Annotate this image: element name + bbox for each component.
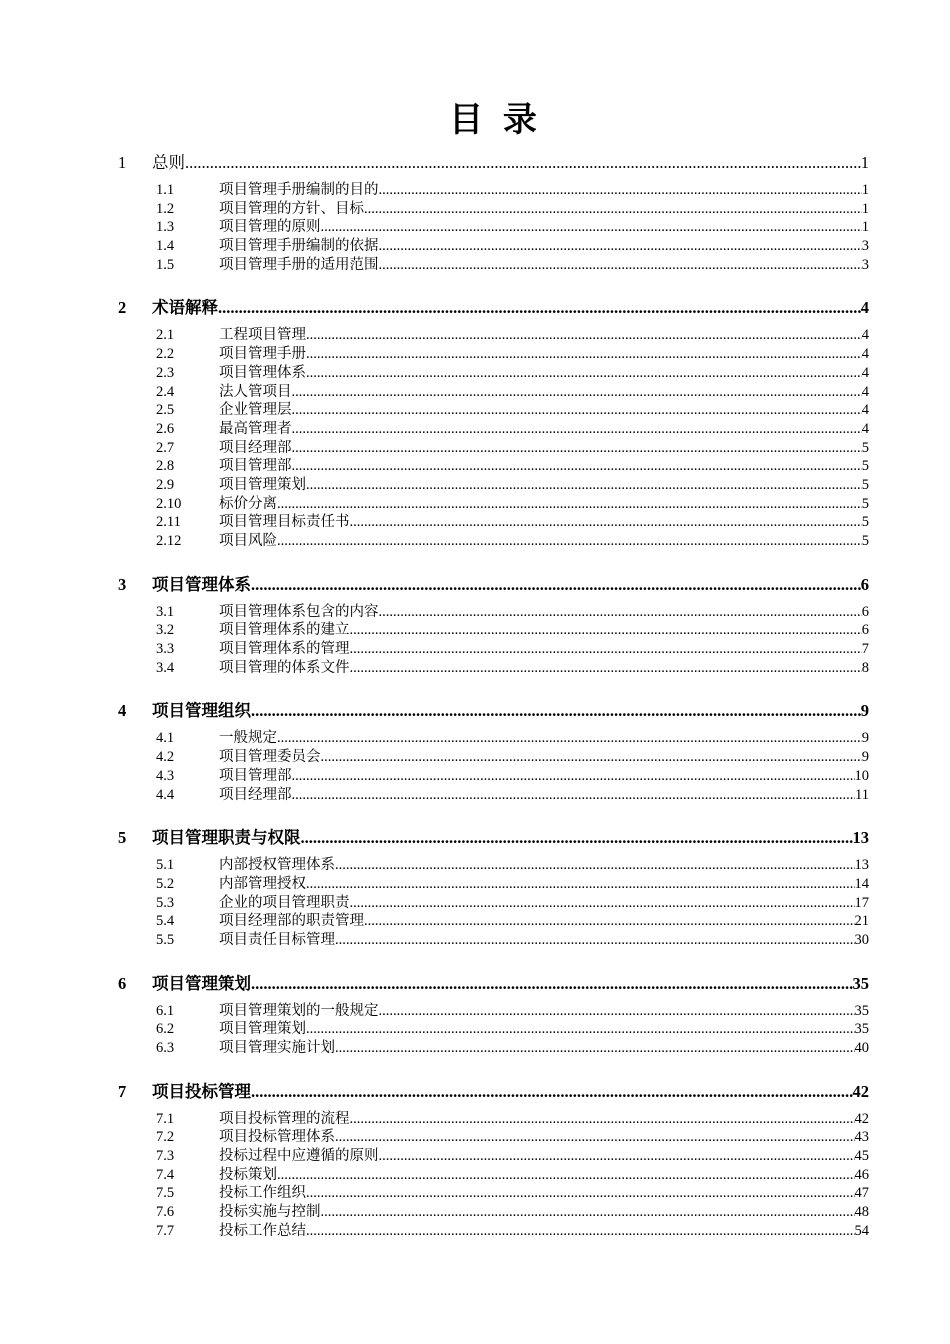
toc-entry-number: 2.5: [156, 402, 175, 419]
toc-entry-number: 7.4: [156, 1166, 175, 1183]
toc-entry[interactable]: [0, 513, 950, 532]
toc-entry[interactable]: [0, 326, 950, 345]
toc-entry-title-line: [219, 1184, 869, 1203]
toc-page-number: 5: [861, 476, 869, 493]
toc-leader-dots: [292, 401, 862, 420]
toc-page-number: 46: [854, 1166, 869, 1183]
toc-entry-title-line: [219, 1203, 869, 1222]
toc-entry-number: 2.12: [156, 533, 182, 549]
toc-entry-number: 6.2: [156, 1021, 175, 1038]
toc-entry-title: 项目管理手册的适用范围: [219, 256, 379, 273]
toc-entry-title-line: [219, 767, 869, 786]
toc-entry-title: 项目经理部: [219, 786, 292, 803]
toc-entry-title: 项目管理部: [219, 767, 292, 784]
toc-page-number: 7: [861, 641, 869, 658]
toc-leader-dots: [335, 1128, 855, 1147]
toc-leader-dots: [306, 326, 862, 345]
toc-entry-number: 2.10: [156, 495, 182, 512]
toc-chapter[interactable]: [0, 296, 950, 320]
toc-entry-title: 标价分离: [219, 495, 277, 512]
toc-entry-title: 投标工作组织: [219, 1185, 306, 1202]
toc-entry-number: 7.6: [156, 1204, 175, 1221]
toc-entry-title: 项目管理体系: [219, 364, 306, 381]
toc-entry-title: 法人管项目: [219, 383, 292, 400]
toc-entry-number: 2.3: [156, 364, 175, 381]
toc-leader-dots: [306, 345, 862, 364]
toc-page-number: 5: [861, 514, 869, 531]
toc-entry[interactable]: [0, 200, 950, 219]
toc-page-number: 21: [854, 913, 869, 930]
toc-entry-number: 7.3: [156, 1148, 175, 1165]
toc-entry-number: 3.2: [156, 622, 175, 639]
toc-entry-title: 一般规定: [219, 730, 277, 747]
toc-leader-dots: [251, 1080, 853, 1104]
toc-entry-title-line: [219, 621, 869, 640]
toc-entry-number: 1.4: [156, 238, 175, 255]
toc-page-number: 6: [861, 603, 869, 620]
toc-leader-dots: [379, 181, 862, 200]
toc-chapter-title-line: [152, 826, 869, 850]
toc-entry[interactable]: [0, 659, 950, 678]
toc-entry-title: 投标策划: [219, 1166, 277, 1183]
toc-page-number: 13: [854, 857, 869, 874]
toc-entry-title-line: [219, 1110, 869, 1129]
toc-page-number: 47: [854, 1185, 869, 1202]
toc-entry-title-line: [219, 1128, 869, 1147]
toc-entry[interactable]: [0, 856, 950, 875]
toc-entry-number: 5.1: [156, 857, 175, 874]
toc-page-number: 42: [852, 1081, 869, 1101]
toc-leader-dots: [251, 972, 853, 996]
toc-entry-title-line: [219, 931, 869, 950]
toc-entry-title: 项目管理手册: [219, 346, 306, 363]
toc-entry-title-line: [219, 786, 869, 805]
toc-entry[interactable]: [0, 1184, 950, 1203]
toc-entry-number: 2.1: [156, 327, 175, 344]
toc-entry[interactable]: [0, 1002, 950, 1021]
toc-entry-title: 项目管理体系的管理: [219, 641, 350, 658]
toc-entry-title: 项目管理策划: [219, 1021, 306, 1038]
toc-leader-dots: [350, 640, 862, 659]
toc-chapter-title-line: [152, 573, 869, 597]
toc-entry-title-line: [219, 856, 869, 875]
toc-leader-dots: [292, 383, 862, 402]
toc-chapter-title: 术语解释: [152, 298, 218, 318]
toc-leader-dots: [277, 532, 862, 551]
toc-leader-dots: [306, 1184, 855, 1203]
toc-entry-number: 2.11: [156, 514, 181, 531]
toc-entry-title-line: [219, 513, 869, 532]
toc-leader-dots: [218, 296, 861, 320]
toc-entry-title-line: [219, 640, 869, 659]
toc-entry-title: 项目管理手册编制的依据: [219, 238, 379, 255]
toc-entry-title: 项目投标管理体系: [219, 1129, 335, 1146]
toc-entry-title-line: [219, 256, 869, 275]
toc-entry[interactable]: [0, 894, 950, 913]
toc-entry-number: 2.6: [156, 420, 175, 437]
toc-page-number: 4: [861, 420, 869, 437]
toc-entry[interactable]: [0, 401, 950, 420]
toc-entry[interactable]: [0, 476, 950, 495]
toc-entry-title: 项目管理手册编制的目的: [219, 182, 379, 198]
toc-chapter-title: 总则: [152, 153, 185, 172]
toc-chapter[interactable]: [0, 699, 950, 723]
toc-chapter-number: 1: [118, 153, 127, 172]
toc-entry-title-line: [219, 383, 869, 402]
toc-leader-dots: [350, 513, 862, 532]
toc-page-number: 48: [854, 1204, 869, 1221]
toc-entry-number: 5.4: [156, 913, 175, 930]
toc-leader-dots: [306, 875, 855, 894]
toc-entry-title: 内部管理授权: [219, 875, 306, 892]
toc-entry-title-line: [219, 495, 869, 514]
toc-entry-title-line: [219, 181, 869, 200]
toc-entry-title-line: [219, 1002, 869, 1021]
toc-entry[interactable]: [0, 495, 950, 514]
toc-entry-title: 内部授权管理体系: [219, 857, 335, 874]
toc-page-number: 5: [861, 439, 869, 456]
toc-chapter-title-line: [152, 972, 869, 996]
toc-page-number: 9: [861, 730, 869, 747]
toc-leader-dots: [292, 457, 862, 476]
toc-entry-title-line: [219, 748, 869, 767]
toc-leader-dots: [292, 420, 862, 439]
toc-leader-dots: [350, 621, 862, 640]
toc-chapter-number: 3: [118, 574, 127, 594]
toc-entry-number: 4.1: [156, 730, 175, 747]
toc-entry-title-line: [219, 420, 869, 439]
toc-page-number: 1: [861, 200, 869, 217]
toc-entry-title: 项目管理目标责任书: [219, 514, 350, 531]
toc-leader-dots: [379, 256, 862, 275]
toc-entry-number: 2.9: [156, 476, 175, 493]
toc-entry-title: 项目管理策划的一般规定: [219, 1002, 379, 1019]
toc-entry-title-line: [219, 439, 869, 458]
toc-entry-title-line: [219, 200, 869, 219]
toc-entry[interactable]: [0, 1110, 950, 1129]
toc-chapter-title: 项目投标管理: [152, 1081, 251, 1101]
toc-entry[interactable]: [0, 931, 950, 950]
toc-entry-number: 7.5: [156, 1185, 175, 1202]
toc-entry[interactable]: [0, 532, 950, 551]
toc-page-number: 1: [861, 182, 869, 198]
toc-entry-number: 1.5: [156, 256, 175, 273]
toc-entry-title: 项目管理的方针、目标: [219, 200, 364, 217]
toc-entry-number: 7.1: [156, 1110, 175, 1127]
toc-leader-dots: [251, 573, 861, 597]
toc-leader-dots: [277, 495, 862, 514]
toc-entry-title-line: [219, 345, 869, 364]
toc-entry-title: 项目管理委员会: [219, 749, 321, 766]
toc-page-number: 3: [861, 238, 869, 255]
toc-chapter[interactable]: [0, 972, 950, 996]
toc-entry-number: 5.2: [156, 875, 175, 892]
toc-chapter[interactable]: [0, 573, 950, 597]
toc-entry-title: 投标过程中应遵循的原则: [219, 1148, 379, 1165]
toc-page-number: 5: [861, 495, 869, 512]
toc-entry-number: 1.3: [156, 219, 175, 236]
toc-entry-number: 4.3: [156, 767, 175, 784]
toc-entry-title: 项目管理实施计划: [219, 1040, 335, 1056]
toc-leader-dots: [306, 1020, 855, 1039]
toc-entry-title: 项目管理体系的建立: [219, 622, 350, 639]
toc-entry[interactable]: [0, 364, 950, 383]
toc-entry-title-line: [219, 1020, 869, 1039]
toc-entry-title: 工程项目管理: [219, 327, 306, 344]
toc-chapter-number: 2: [118, 298, 127, 318]
toc-leader-dots: [292, 439, 862, 458]
toc-entry-title-line: [219, 218, 869, 237]
toc-leader-dots: [350, 1110, 855, 1129]
toc-entry-title-line: [219, 875, 869, 894]
toc-page-number: 6: [861, 622, 869, 639]
toc-entry-title: 项目经理部的职责管理: [219, 913, 364, 930]
toc-entry-title-line: [219, 912, 869, 931]
toc-entry-title: 项目管理策划: [219, 476, 306, 493]
toc-entry-number: 1.1: [156, 182, 175, 198]
toc-entry[interactable]: [0, 621, 950, 640]
toc-leader-dots: [251, 699, 861, 723]
toc-entry-number: 2.7: [156, 439, 175, 456]
toc-page-number: 10: [854, 767, 869, 784]
toc-entry[interactable]: [0, 729, 950, 748]
toc-page-number: 54: [854, 1222, 869, 1239]
toc-leader-dots: [321, 1203, 855, 1222]
toc-leader-dots: [350, 659, 862, 678]
toc-leader-dots: [335, 856, 855, 875]
toc-page-number: 5: [861, 458, 869, 475]
toc-entry[interactable]: [0, 1222, 950, 1241]
toc-chapter-title-line: [152, 151, 869, 175]
toc-entry[interactable]: [0, 181, 950, 200]
toc-entry-title: 项目管理的体系文件: [219, 659, 350, 676]
toc-page-number: 45: [854, 1148, 869, 1165]
toc-entry[interactable]: [0, 748, 950, 767]
toc-entry[interactable]: [0, 457, 950, 476]
toc-leader-dots: [306, 1222, 855, 1241]
toc-chapter-number: 6: [118, 973, 127, 993]
toc-entry-title: 项目经理部: [219, 439, 292, 456]
toc-entry-title: 企业管理层: [219, 402, 292, 419]
toc-entry-title-line: [219, 603, 869, 622]
toc-leader-dots: [335, 931, 855, 950]
toc-page-number: 35: [854, 1002, 869, 1019]
toc-entry-number: 1.2: [156, 200, 175, 217]
toc-chapter-number: 7: [118, 1081, 127, 1101]
toc-entry-number: 7.7: [156, 1222, 175, 1239]
toc-entry-number: 5.3: [156, 894, 175, 911]
toc-chapter-title: 项目管理体系: [152, 574, 251, 594]
toc-chapter[interactable]: [0, 151, 950, 175]
toc-entry-title-line: [219, 1147, 869, 1166]
toc-chapter-number: 5: [118, 828, 127, 848]
toc-entry[interactable]: [0, 767, 950, 786]
toc-entry-title-line: [219, 401, 869, 420]
toc-entry[interactable]: [0, 1147, 950, 1166]
toc-entry[interactable]: [0, 256, 950, 275]
toc-entry-number: 3.4: [156, 659, 175, 676]
toc-entry-title-line: [219, 326, 869, 345]
toc-entry[interactable]: [0, 1039, 950, 1058]
toc-page-number: 13: [852, 828, 869, 848]
toc-entry-number: 4.2: [156, 749, 175, 766]
toc-chapter[interactable]: [0, 826, 950, 850]
toc-leader-dots: [364, 912, 855, 931]
toc-entry[interactable]: [0, 1203, 950, 1222]
table-of-contents: [0, 148, 950, 1241]
toc-page-number: 11: [855, 786, 869, 803]
toc-page-number: 43: [854, 1129, 869, 1146]
toc-entry[interactable]: [0, 912, 950, 931]
toc-page-number: 4: [861, 327, 869, 344]
toc-entry-title-line: [219, 659, 869, 678]
toc-leader-dots: [301, 826, 853, 850]
toc-entry[interactable]: [0, 1128, 950, 1147]
toc-leader-dots: [379, 1147, 855, 1166]
toc-leader-dots: [277, 1166, 855, 1185]
toc-leader-dots: [364, 200, 862, 219]
toc-page-number: 42: [854, 1110, 869, 1127]
toc-entry[interactable]: [0, 1020, 950, 1039]
toc-entry-title: 企业的项目管理职责: [219, 894, 350, 911]
toc-leader-dots: [379, 603, 862, 622]
toc-entry-number: 2.2: [156, 346, 175, 363]
toc-leader-dots: [379, 1002, 855, 1021]
toc-entry-title-line: [219, 1039, 869, 1058]
toc-entry-number: 4.4: [156, 786, 175, 803]
toc-chapter-title: 项目管理策划: [152, 973, 251, 993]
toc-leader-dots: [277, 729, 862, 748]
toc-entry-number: 5.5: [156, 931, 175, 948]
toc-page-number: 4: [861, 383, 869, 400]
toc-leader-dots: [321, 218, 862, 237]
toc-entry[interactable]: [0, 603, 950, 622]
toc-page-number: 4: [861, 346, 869, 363]
toc-page-number: 35: [852, 973, 869, 993]
toc-entry[interactable]: [0, 383, 950, 402]
toc-chapter-title-line: [152, 296, 869, 320]
toc-entry[interactable]: [0, 1166, 950, 1185]
toc-leader-dots: [321, 748, 862, 767]
toc-leader-dots: [306, 364, 862, 383]
toc-entry[interactable]: [0, 875, 950, 894]
toc-entry-title-line: [219, 1222, 869, 1241]
toc-entry-title-line: [219, 364, 869, 383]
toc-leader-dots: [185, 151, 861, 175]
toc-entry-title: 项目风险: [219, 533, 277, 549]
toc-entry-number: 2.8: [156, 458, 175, 475]
toc-chapter-title: 项目管理组织: [152, 701, 251, 721]
toc-entry-number: 3.3: [156, 641, 175, 658]
toc-page-number: 1: [860, 153, 869, 172]
toc-entry-title-line: [219, 729, 869, 748]
page-title: 目 录: [449, 100, 541, 140]
toc-page-number: 30: [854, 931, 869, 948]
toc-page-number: 6: [860, 574, 869, 594]
toc-page-number: 8: [861, 659, 869, 676]
toc-leader-dots: [379, 237, 862, 256]
toc-entry-title-line: [219, 894, 869, 913]
toc-entry[interactable]: [0, 640, 950, 659]
toc-chapter[interactable]: [0, 1080, 950, 1104]
toc-entry-number: 2.4: [156, 383, 175, 400]
toc-chapter-number: 4: [118, 701, 127, 721]
toc-leader-dots: [292, 767, 855, 786]
toc-entry-title: 项目投标管理的流程: [219, 1110, 350, 1127]
toc-entry-title-line: [219, 476, 869, 495]
toc-leader-dots: [350, 894, 855, 913]
toc-leader-dots: [335, 1039, 855, 1058]
toc-leader-dots: [306, 476, 862, 495]
toc-page-number: 9: [861, 749, 869, 766]
toc-page-number: 4: [860, 298, 869, 318]
toc-page-number: 40: [854, 1040, 869, 1056]
toc-page-number: 35: [854, 1021, 869, 1038]
toc-leader-dots: [292, 786, 856, 805]
toc-entry[interactable]: [0, 439, 950, 458]
toc-entry[interactable]: [0, 420, 950, 439]
toc-entry-title: 项目管理部: [219, 458, 292, 475]
toc-chapter-title-line: [152, 1080, 869, 1104]
toc-entry[interactable]: [0, 345, 950, 364]
toc-chapter-title: 项目管理职责与权限: [152, 828, 301, 848]
toc-entry[interactable]: [0, 237, 950, 256]
toc-page-number: 17: [854, 894, 869, 911]
toc-entry-title: 项目责任目标管理: [219, 931, 335, 948]
toc-page-number: 14: [854, 875, 869, 892]
toc-chapter-title-line: [152, 699, 869, 723]
toc-page-number: 3: [861, 256, 869, 273]
toc-entry[interactable]: [0, 218, 950, 237]
toc-entry-title: 投标工作总结: [219, 1222, 306, 1239]
toc-entry-title: 最高管理者: [219, 420, 292, 437]
toc-entry-number: 3.1: [156, 603, 175, 620]
toc-entry-title: 项目管理的原则: [219, 219, 321, 236]
toc-page-number: 4: [861, 364, 869, 381]
toc-entry-title: 投标实施与控制: [219, 1204, 321, 1221]
toc-page-number: 5: [861, 533, 869, 549]
toc-entry-title: 项目管理体系包含的内容: [219, 603, 379, 620]
toc-entry-title-line: [219, 457, 869, 476]
toc-entry-title-line: [219, 1166, 869, 1185]
toc-entry-number: 6.1: [156, 1002, 175, 1019]
toc-entry-title-line: [219, 532, 869, 551]
toc-entry-title-line: [219, 237, 869, 256]
toc-page-number: 9: [860, 701, 869, 721]
toc-entry-number: 6.3: [156, 1040, 175, 1056]
toc-entry-number: 7.2: [156, 1129, 175, 1146]
toc-entry[interactable]: [0, 786, 950, 805]
toc-page-number: 4: [861, 402, 869, 419]
toc-page-number: 1: [861, 219, 869, 236]
